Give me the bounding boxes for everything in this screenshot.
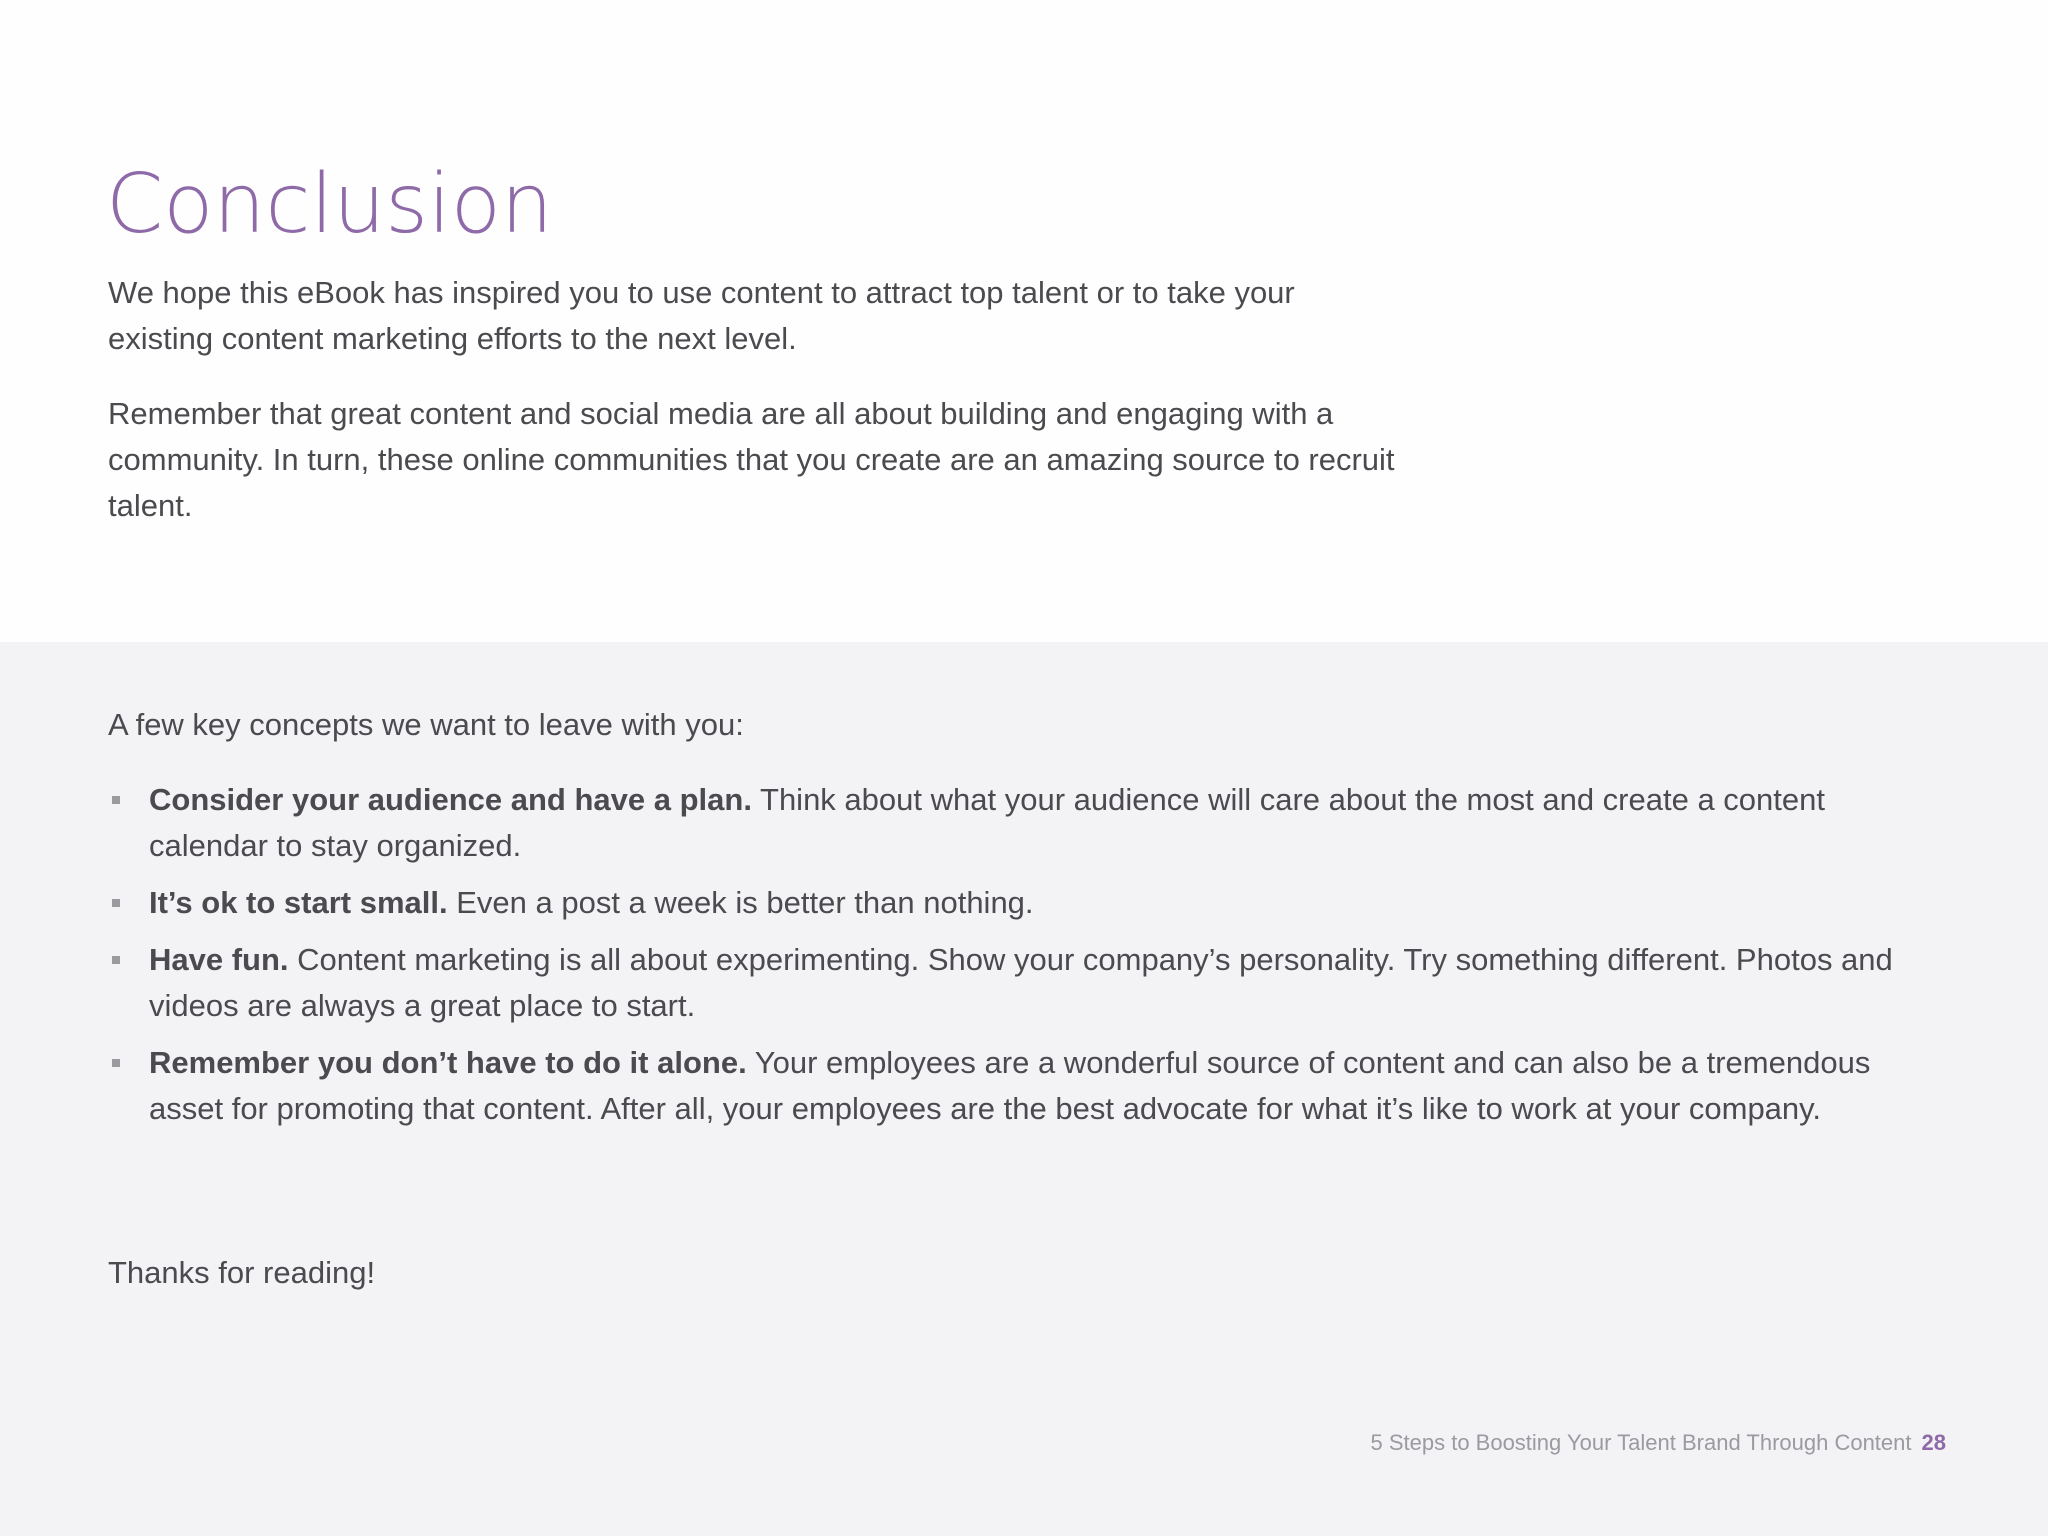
key-concept-text: Even a post a week is better than nothing. bbox=[447, 885, 1034, 920]
key-concept-heading: It’s ok to start small. bbox=[149, 885, 448, 920]
key-concept-item bbox=[108, 1040, 1919, 1132]
key-concept-text: Your employees are a wonderful source of content and can also be a tremendous asset for promoting that content. After all, your employees are the best advocate for what it’s like to work at your company. bbox=[149, 1045, 1871, 1126]
intro-paragraph-2: Remember that great content and social media are all about building and engaging with a community. In turn, these online communities that you create are an amazing source to recruit talent. bbox=[108, 396, 1395, 523]
closing-message: Thanks for reading! bbox=[108, 1255, 376, 1290]
square-bullet-icon bbox=[112, 956, 120, 964]
key-concept-item bbox=[108, 880, 1988, 926]
key-concepts-list bbox=[108, 777, 1988, 1143]
page-footer bbox=[1370, 1428, 1946, 1458]
key-concept-text: Think about what your audience will care about the most and create a content calendar to stay organized. bbox=[149, 782, 1825, 863]
square-bullet-icon bbox=[112, 796, 120, 804]
footer-book-title: 5 Steps to Boosting Your Talent Brand Through Content bbox=[1370, 1430, 1912, 1455]
key-concepts-intro: A few key concepts we want to leave with you: bbox=[108, 707, 744, 742]
page-number: 28 bbox=[1921, 1430, 1946, 1455]
key-concept-heading: Remember you don’t have to do it alone. bbox=[149, 1045, 747, 1080]
square-bullet-icon bbox=[112, 1059, 120, 1067]
page-title: Conclusion bbox=[106, 157, 553, 252]
key-concept-heading: Consider your audience and have a plan. bbox=[149, 782, 752, 817]
key-concept-item bbox=[108, 777, 1949, 869]
key-concept-heading: Have fun. bbox=[149, 942, 289, 977]
key-concept-text: Content marketing is all about experimenting. Show your company’s personality. Try something different. Photos and videos are always a great place to start. bbox=[149, 942, 1893, 1023]
square-bullet-icon bbox=[112, 899, 120, 907]
intro-paragraph-1: We hope this eBook has inspired you to use content to attract top talent or to take your existing content marketing efforts to the next level. bbox=[108, 275, 1295, 356]
key-concept-item bbox=[108, 937, 1988, 1029]
